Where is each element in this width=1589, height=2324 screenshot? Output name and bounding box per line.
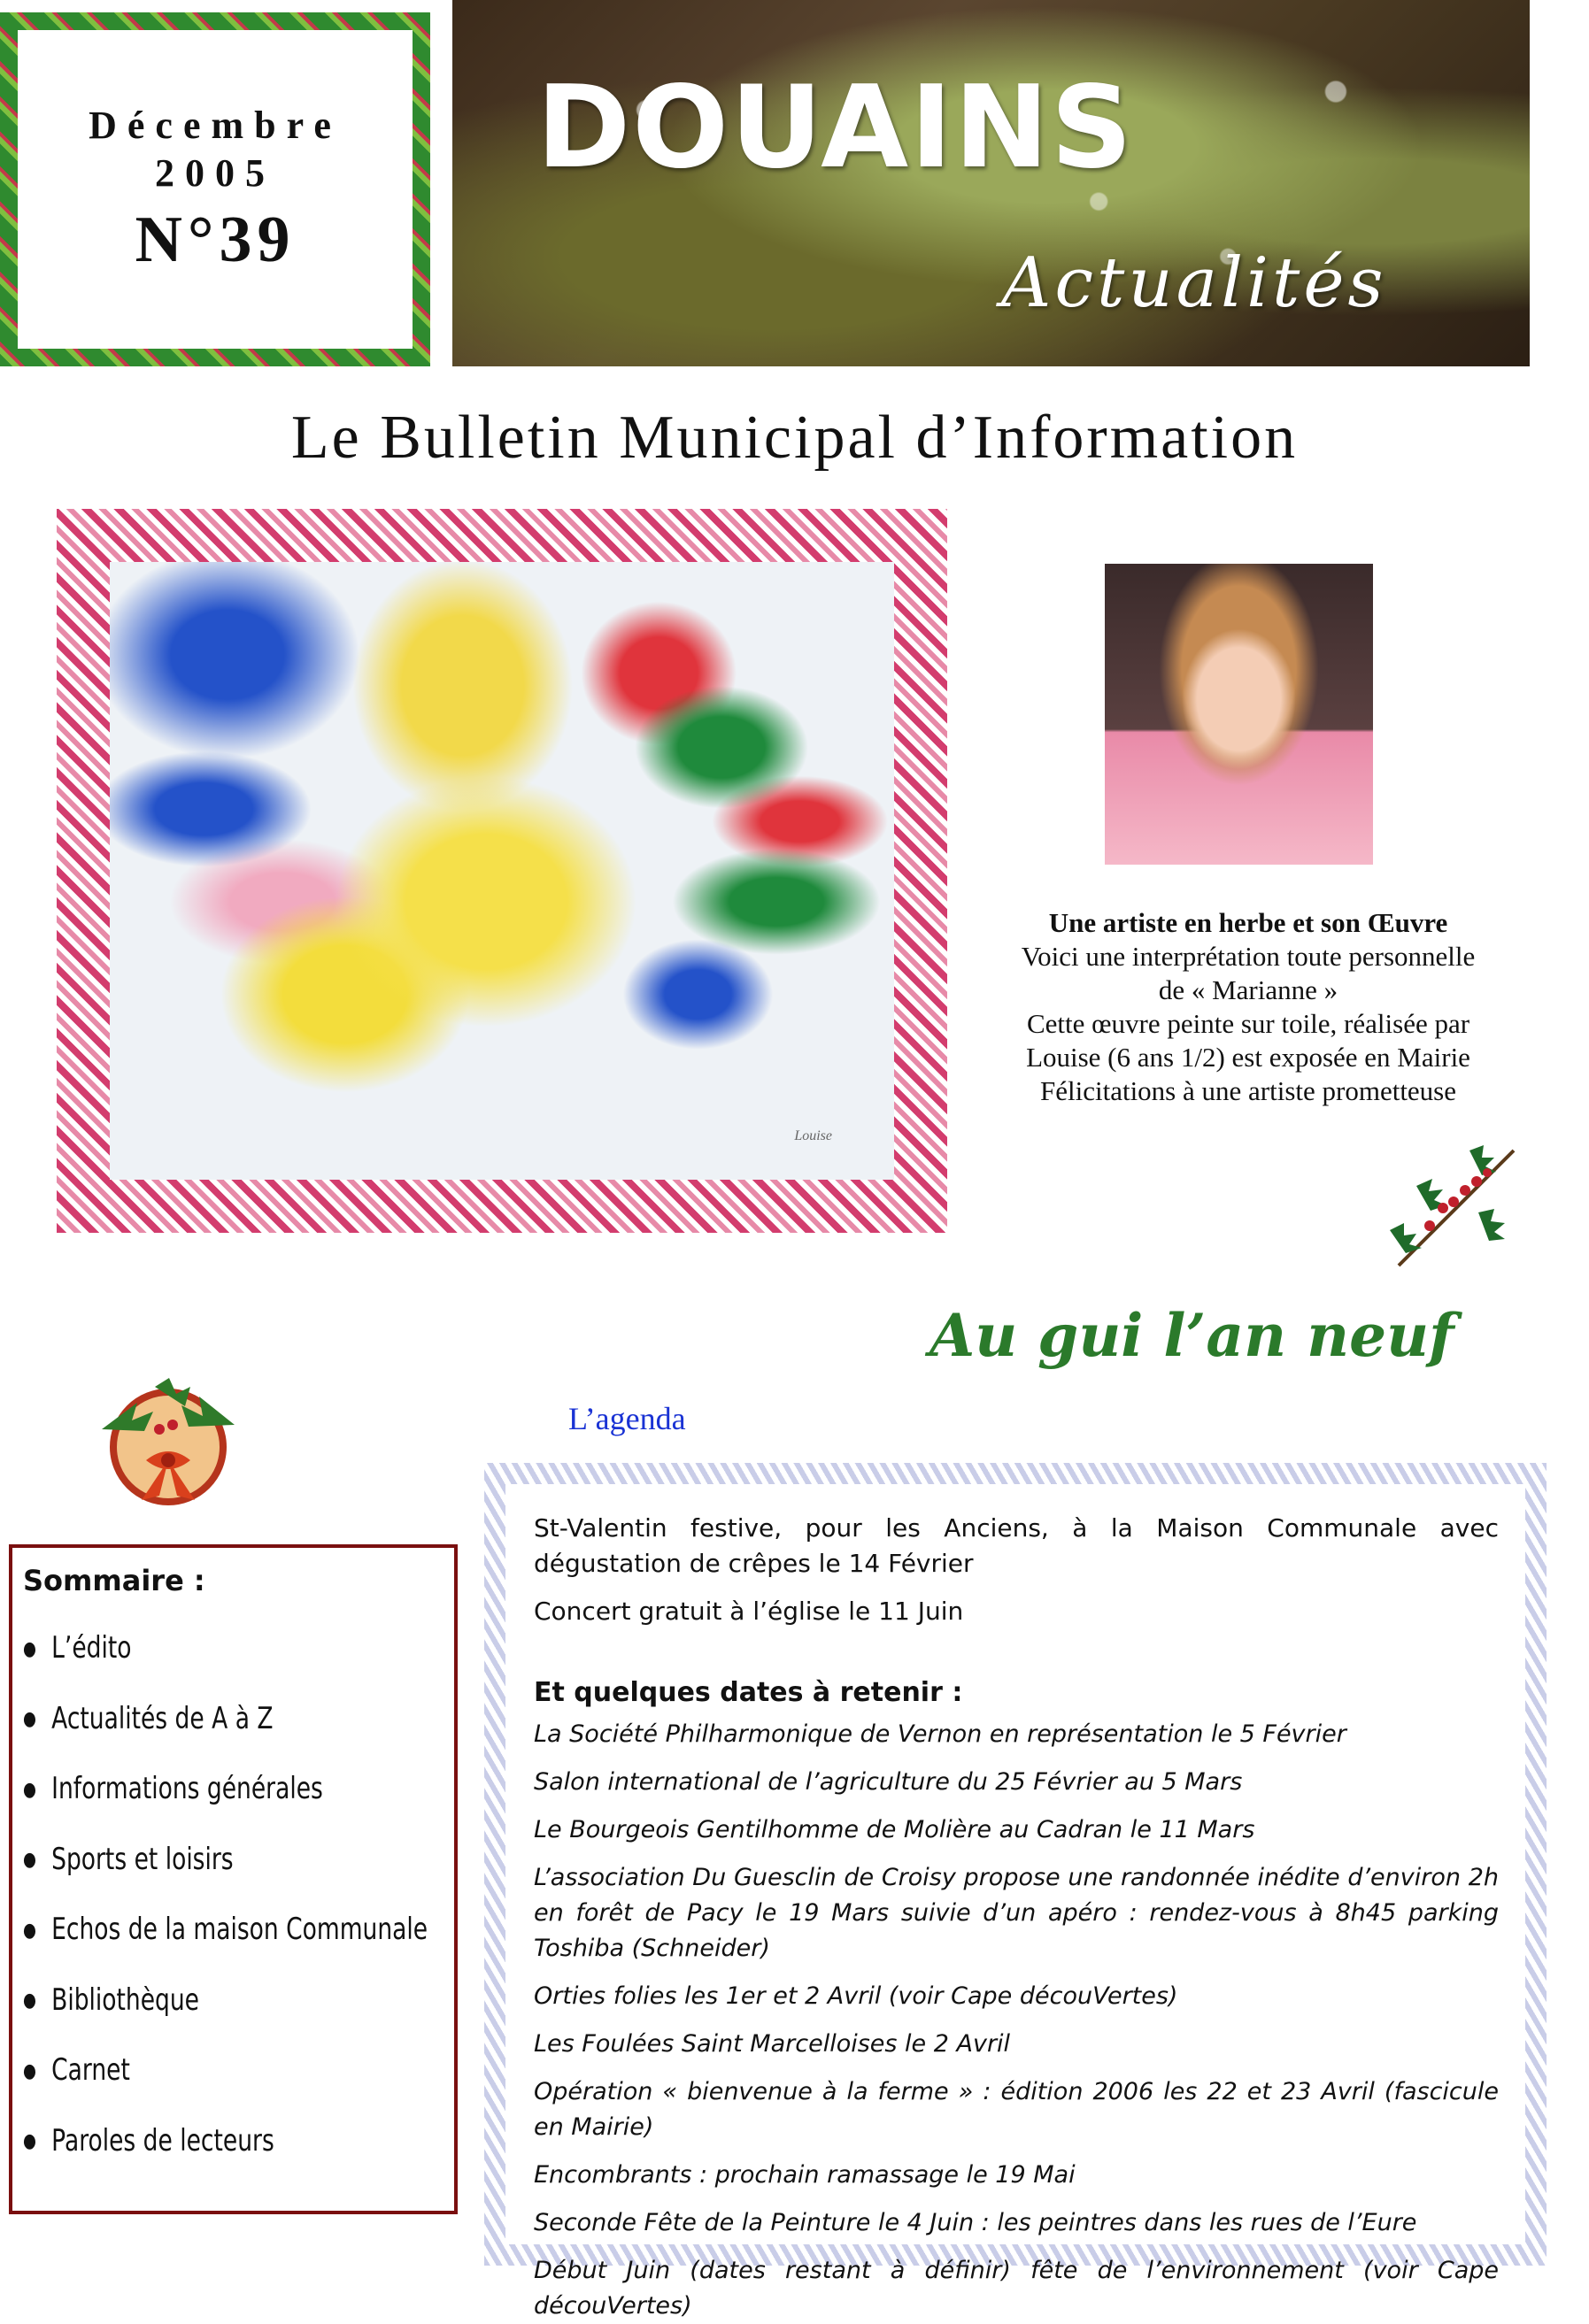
issue-month: Décembre — [89, 104, 342, 147]
agenda-date-item: Seconde Fête de la Peinture le 4 Juin : les peintres dans les rues de l’Eure — [534, 2209, 1417, 2236]
agenda-dates-title: Et quelques dates à retenir : — [534, 1677, 963, 1708]
masthead-title: DOUAINS — [536, 62, 1135, 194]
sommaire-title: Sommaire : — [23, 1564, 205, 1597]
holly-bell-icon — [84, 1376, 252, 1518]
caption-line: Louise (6 ans 1/2) est exposée en Mairie — [1026, 1042, 1470, 1073]
sommaire-item: ● Carnet — [23, 2035, 359, 2106]
agenda-date-item: Encombrants : prochain ramassage le 19 Mai — [534, 2161, 1076, 2189]
agenda-date-item: La Société Philharmonique de Vernon en représentation le 5 Février — [534, 1720, 1346, 1748]
caption-line: Cette œuvre peinte sur toile, réalisée par — [1026, 1008, 1470, 1039]
sommaire-item: ● Echos de la maison Communale — [23, 1895, 359, 1966]
caption-line: Félicitations à une artiste prometteuse — [1039, 1075, 1457, 1106]
sommaire-item: ● Paroles de lecteurs — [23, 2106, 359, 2177]
sommaire-box — [9, 1544, 458, 2214]
agenda-date-item: Les Foulées Saint Marcelloises le 2 Avril — [534, 2030, 1011, 2058]
painting-signature: Louise — [794, 1128, 832, 1143]
agenda-intro-item: Concert gratuit à l’église le 11 Juin — [534, 1597, 964, 1626]
sommaire-item: ● Sports et loisirs — [23, 1825, 359, 1896]
agenda-date-item: Salon international de l’agriculture du 25 Février au 5 Mars — [534, 1768, 1243, 1796]
agenda-date-item: Orties folies les 1er et 2 Avril (voir Cape découVertes) — [534, 1982, 1178, 2010]
agenda-box — [484, 1463, 1547, 2320]
caption-line: Voici une interprétation toute personnelle — [1021, 941, 1476, 972]
sommaire-item: ● L’édito — [23, 1613, 359, 1684]
sommaire-list — [23, 1613, 454, 2176]
painting-celtic-frame — [57, 509, 947, 1233]
artist-caption — [974, 906, 1523, 1108]
agenda-intro-item: St-Valentin festive, pour les Anciens, à la Maison Communale avec dégustation de crêpes le 14 Février — [534, 1513, 1499, 1578]
masthead-subtitle: Actualités — [1001, 243, 1387, 323]
agenda-date-item: Le Bourgeois Gentilhomme de Molière au Cadran le 11 Mars — [534, 1816, 1255, 1843]
issue-info — [18, 30, 413, 349]
holly-sprig-icon — [1381, 1133, 1531, 1274]
sommaire-item: ● Informations générales — [23, 1754, 359, 1825]
agenda-date-item: Opération « bienvenue à la ferme » : édition 2006 les 22 et 23 Avril (fascicule en Mairie) — [534, 2078, 1499, 2141]
caption-title: Une artiste en herbe et son Œuvre — [1048, 907, 1448, 938]
bulletin-title: Le Bulletin Municipal d’Information — [290, 404, 1299, 472]
child-artist-photo — [1105, 564, 1373, 865]
agenda-label: L’agenda — [568, 1401, 686, 1436]
issue-box — [0, 12, 430, 366]
motto-heading: Au gui l’an neuf — [929, 1301, 1454, 1370]
issue-year: 2005 — [155, 151, 275, 195]
agenda-date-item: Début Juin (dates restant à définir) fête de l’environnement (voir Cape découVertes) — [534, 2257, 1499, 2320]
caption-line: de « Marianne » — [1158, 974, 1338, 1005]
child-painting-image — [110, 562, 894, 1180]
sommaire-item: ● Bibliothèque — [23, 1966, 359, 2036]
header-mistletoe-photo — [452, 0, 1530, 366]
issue-number: N°39 — [135, 204, 296, 276]
agenda-date-item: L’association Du Guesclin de Croisy propose une randonnée inédite d’environ 2h en forêt de Pacy le 19 Mars suivie d’un apéro : rendez-vous à 8h45 parking Toshiba (Schneider) — [534, 1864, 1499, 1962]
sommaire-item: ● Actualités de A à Z — [23, 1684, 359, 1755]
